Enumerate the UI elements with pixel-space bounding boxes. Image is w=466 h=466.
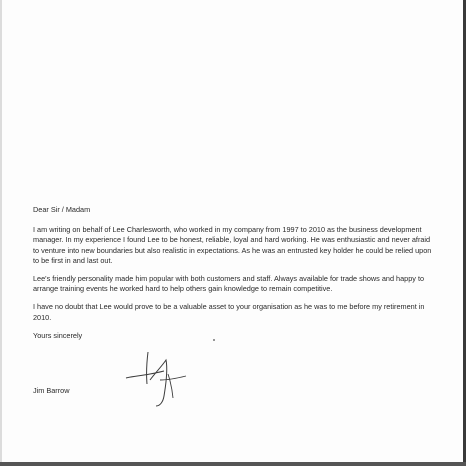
letter-body <box>33 205 433 341</box>
handwritten-signature <box>120 350 190 408</box>
signer-name: Jim Barrow <box>33 386 70 395</box>
closing: Yours sincerely <box>33 330 83 340</box>
paragraph-3: I have no doubt that Lee would prove to be a valuable asset to your organisation as he was to me before my retirement in 2010. <box>33 302 425 322</box>
paragraph-2: Lee's friendly personality made him popular with both customers and staff. Always available for trade shows and happy to arrange training events he worked hard to help others gain knowledge to remain competitive. <box>33 274 425 294</box>
paragraph-1: I am writing on behalf of Lee Charlesworth, who worked in my company from 1997 to 2010 as the business development manager. In my experience I found Lee to be honest, reliable, loyal and hard working. He was enthusiastic and never afraid to venture into new boundaries but also realistic in expectations. As he was an entrusted key holder he could be relied upon to be first in and last out. <box>33 225 432 265</box>
scan-edge-bottom <box>0 462 466 466</box>
scan-speck <box>213 339 215 341</box>
salutation: Dear Sir / Madam <box>33 205 91 214</box>
scan-edge-left <box>0 0 2 466</box>
